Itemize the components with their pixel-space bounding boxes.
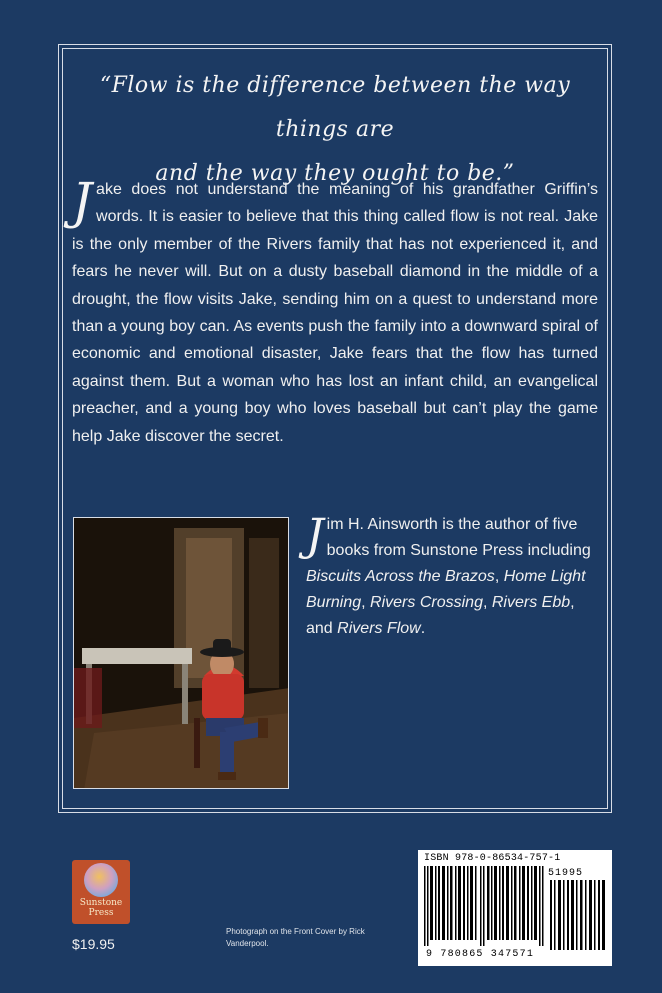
quote-line-2: and the way they ought to be.” (155, 161, 515, 186)
publisher-name-line-1: Sunstone (79, 898, 123, 908)
photo-credit: Photograph on the Front Cover by Rick Vanderpool. (226, 927, 365, 948)
bio-book-2: Home Light Burning (306, 568, 586, 611)
description-text: ake does not understand the meaning of his grandfather Griffin’s words. It is easier to believe that this thing called flow is not real. Jake is the only member of the Rivers family that has not experienced it, and fears he never will. But on a dusty baseball diamond in the middle of a drought, the flow visits Jake, sending him on a quest to understand more than a young boy can. As events push the family into a downward spiral of economic and emotional disaster, Jake fears that the flow has turned against them. But a woman who has lost an infant child, an evangelical preacher, and a young boy who loves baseball but can’t play the game help Jake discover the secret. (72, 181, 598, 445)
bio-book-5: Rivers Flow (337, 620, 421, 637)
main-barcode-bars (424, 866, 544, 946)
book-price: $19.95 (72, 936, 115, 952)
author-bio (306, 512, 598, 642)
bio-book-4: Rivers Ebb (491, 594, 571, 611)
bio-sep-2: , (361, 594, 371, 611)
bio-book-3: Rivers Crossing (370, 594, 483, 611)
price-code: 51995 (548, 868, 584, 879)
bio-book-1: Biscuits Across the Brazos (306, 568, 495, 585)
publisher-name-line-2: Press (88, 908, 114, 918)
bio-end: . (420, 620, 426, 637)
author-photo (73, 517, 289, 789)
author-photo-illustration (74, 518, 289, 789)
isbn-number: ISBN 978-0-86534-757-1 (424, 853, 561, 864)
publisher-logo (72, 860, 130, 924)
bio-intro: im H. Ainsworth is the author of five books from Sunstone Press including (326, 516, 591, 559)
addon-barcode-bars (550, 880, 606, 950)
quote-line-1: “Flow is the difference between the way things are (99, 73, 571, 142)
description-dropcap: J (72, 172, 93, 230)
barcode-digits: 9 780865 347571 (426, 949, 535, 960)
bio-sep-3: , (482, 594, 492, 611)
bio-sep-4: , and (306, 594, 575, 637)
logo-sun-icon (84, 863, 118, 897)
bio-sep-1: , (494, 568, 504, 585)
bio-dropcap: J (306, 510, 324, 561)
isbn-barcode (418, 850, 612, 966)
publisher-name (72, 898, 130, 918)
